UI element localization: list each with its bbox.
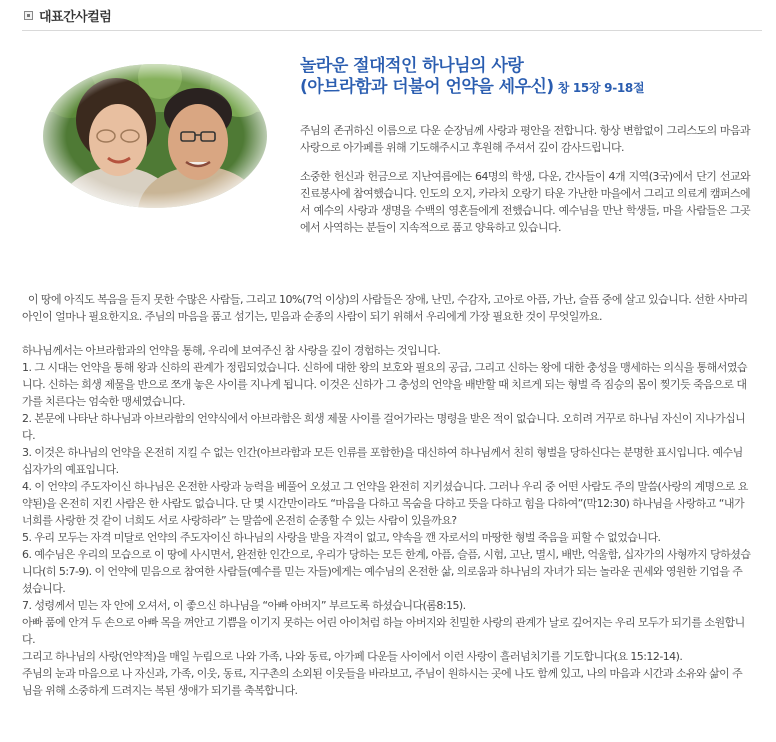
title-line-1: 놀라운 절대적인 하나님의 사랑 [300,56,524,76]
body-line: 5. 우리 모두는 자격 미달로 언약의 주도자이신 하나님의 사랑을 받을 자격이 없고, 약속을 깬 자로서의 마땅한 형벌 죽음을 피할 수 없었습니다. [22,531,661,544]
intro-paragraph-1: 주님의 존귀하신 이름으로 다운 순장님께 사랑과 평안을 전합니다. 항상 변함없이 그리스도의 마음과 사랑으로 아가페를 위해 기도해주시고 후원해 주셔서 깊이 감사드립니다. [300,124,750,154]
body-paragraph-1: 이 땅에 아직도 복음을 듣지 못한 수많은 사람들, 그리고 10%(7억 이상)의 사람들은 장애, 난민, 수감자, 고아로 아픔, 가난, 슬픔 중에 살고 있습니다. 선한 사마리아인이 얼마나 필요한지요. 주님의 마음을 품고 섬기는, 믿음과 순종의 사람이 되기 위해서 우리에게 가장 필요한 것이 무엇일까요. [22,293,748,323]
article-title [300,56,760,99]
body-line: 7. 성령께서 믿는 자 안에 오셔서, 이 좋으신 하나님을 “아빠 아버지” 부르도록 하셨습니다(롬8:15). [22,599,466,612]
body-line: 3. 이것은 하나님의 언약을 온전히 지킬 수 없는 인간(아브라함과 모든 인류를 포함한)을 대신하여 하나님께서 친히 형벌을 당하신다는 분명한 표시입니다. 예수님 십자가의 예표입니다. [22,446,743,476]
article-body [22,291,752,699]
body-line: 4. 이 언약의 주도자이신 하나님은 온전한 사랑과 능력을 베풀어 오셨고 그 언약을 완전히 지키셨습니다. 그러나 우리 중 어떤 사람도 주의 말씀(사랑의 계명으로 요약된)을 온전히 지킨 사람은 한 사람도 없습니다. 단 몇 시간만이라도 “마음을 다하고 목숨을 다하고 뜻을 다하고 힘을 다하여”(막12:30) 하나님을 사랑하고 “내가 너희를 사랑한 것 같이 너희도 서로 사랑하라” 는 말씀에 온전히 순종할 수 있는 사람이 있을까요? [22,480,748,527]
column-header [0,0,776,30]
body-line: 하나님께서는 아브라함과의 언약을 통해, 우리에 보여주신 참 사랑을 깊이 경험하는 것입니다. [22,344,441,357]
intro-paragraph-2: 소중한 헌신과 헌금으로 지난여름에는 64명의 학생, 다운, 간사들이 4개 지역(3국)에서 단기 선교와 진료봉사에 참여했습니다. 인도의 오지, 카라치 오랑기 타운 가난한 마을에서 그리고 의료게 캠퍼스에서 예수의 사랑과 생명을 수백의 영혼들에게 전했습니다. 예수님을 만난 학생들, 마을 사람들은 그곳에서 사역하는 분들이 지속적으로 품고 양육하고 있습니다. [300,170,750,234]
body-line: 그리고 하나님의 사랑(언약적)을 매일 누림으로 나와 가족, 나와 동료, 아가페 다운들 사이에서 이런 사랑이 흘러넘치기를 기도합니다(요 15:12-14). [22,650,683,663]
couple-photo [40,62,270,210]
title-line-2 [300,77,760,99]
body-line: 2. 본문에 나타난 하나님과 아브라함의 언약식에서 아브라함은 희생 제물 사이를 걸어가라는 명령을 받은 적이 없습니다. 오히려 거꾸로 하나님 자신이 지나가십니다. [22,412,746,442]
header-divider [22,30,762,31]
body-line: 아빠 품에 안겨 두 손으로 아빠 목을 껴안고 기쁨을 이기지 못하는 어린 아이처럼 하늘 아버지와 친밀한 사랑의 관계가 날로 깊어지는 우리 모두가 되기를 소원합니다. [22,616,745,646]
title-subtitle: (아브라함과 더불어 언약을 세우신) [300,77,554,97]
scripture-reference: 창 15장 9-18절 [557,81,645,95]
body-line: 1. 그 시대는 언약을 통해 왕과 신하의 관계가 정립되었습니다. 신하에 대한 왕의 보호와 필요의 공급, 그리고 신하는 왕에 대한 충성을 맹세하는 의식을 통해서였습니다. 신하는 희생 제물을 반으로 쪼개 놓은 사이를 지나게 됩니다. 이것은 신하가 그 충성의 언약을 배반할 때 치르게 되는 형벌 즉 짐승의 몸이 찢기듯 죽음으로 대가를 치른다는 엄숙한 맹세였습니다. [22,361,747,408]
section-title: 대표간사컬럼 [39,9,112,25]
intro-section [300,122,750,236]
body-line: 6. 예수님은 우리의 모습으로 이 땅에 사시면서, 완전한 인간으로, 우리가 당하는 모든 한계, 아픔, 슬픔, 시험, 고난, 멸시, 배반, 억울함, 십자가의 사형까지 당하셨습니다(히 5:7-9). 이 언약에 믿음으로 참여한 사람들(예수를 믿는 자들)에게는 예수님의 온전한 삶, 의로움과 하나님의 자녀가 되는 놀라운 권세와 영원한 기업을 주셨습니다. [22,548,751,595]
body-line: 주님의 눈과 마음으로 나 자신과, 가족, 이웃, 동료, 지구촌의 소외된 이웃들을 바라보고, 주님이 원하시는 곳에 나도 함께 있고, 나의 마음과 시간과 소유와 삶이 주님을 위해 소중하게 드려지는 복된 생애가 되기를 축복합니다. [22,667,743,697]
square-bullet-icon [24,11,33,20]
